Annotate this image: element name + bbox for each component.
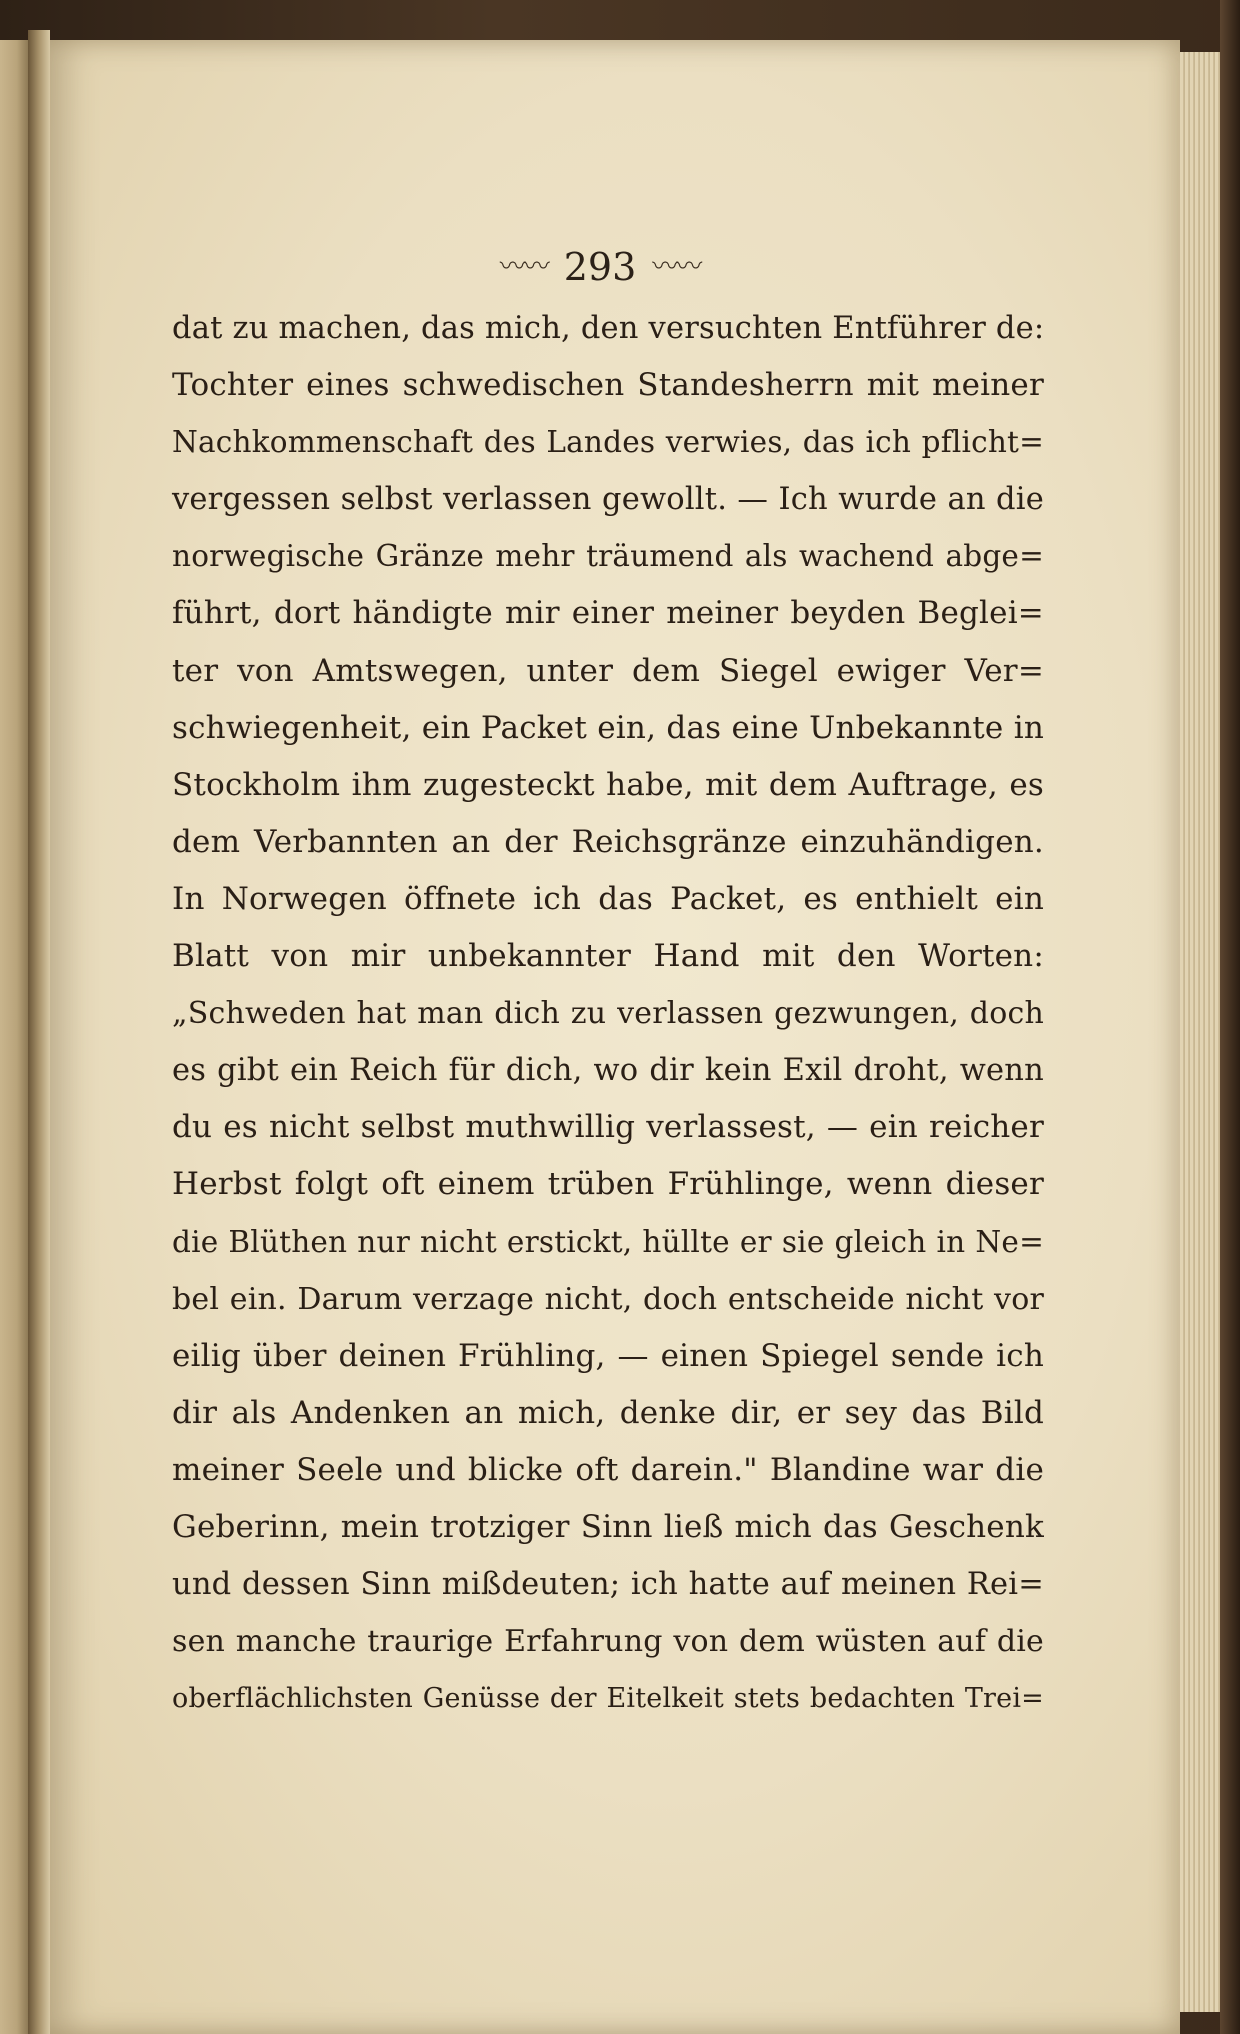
text-line: ter von Amtswegen, unter dem Siegel ewiger Ver=: [172, 652, 1044, 689]
ornament-left: 〰〰: [499, 252, 548, 282]
ornament-right: 〰〰: [652, 252, 701, 282]
text-line: vergessen selbst verlassen gewollt. — Ich wurde an die: [172, 482, 1044, 518]
text-line: schwiegenheit, ein Packet ein, das eine Unbekannte in: [172, 709, 1044, 746]
left-page-edge: [0, 40, 28, 2034]
text-line: Herbst folgt oft einem trüben Frühlinge, wenn dieser: [172, 1166, 1044, 1203]
page-number: 293: [563, 245, 637, 289]
text-line: dem Verbannten an der Reichsgränze einzuhändigen.: [172, 823, 1044, 860]
text-line: Stockholm ihm zugesteckt habe, mit dem Auftrage, es: [172, 766, 1044, 803]
page-edges: [1180, 52, 1220, 2012]
text-line: In Norwegen öffnete ich das Packet, es enthielt ein: [172, 880, 1044, 917]
book-gutter: [28, 30, 50, 2034]
text-line: es gibt ein Reich für dich, wo dir kein Exil droht, wenn: [172, 1053, 1044, 1089]
text-line: führt, dort händigte mir einer meiner beyden Beglei=: [172, 595, 1044, 632]
text-line: eilig über deinen Frühling, — einen Spiegel sende ich: [172, 1337, 1044, 1374]
text-line: Tochter eines schwedischen Standesherrn mit meiner: [172, 367, 1044, 404]
text-line: dat zu machen, das mich, den versuchten Entführer de:: [172, 311, 1045, 346]
page-header: [400, 242, 800, 292]
text-line: norwegische Gränze mehr träumend als wachend abge=: [172, 539, 1044, 574]
text-line: und dessen Sinn mißdeuten; ich hatte auf meinen Rei=: [172, 1567, 1044, 1603]
text-line: dir als Andenken an mich, denke dir, er sey das Bild: [172, 1394, 1044, 1431]
text-line: die Blüthen nur nicht erstickt, hüllte er sie gleich in Ne=: [172, 1224, 1044, 1259]
text-line: meiner Seele und blicke oft darein." Blandine war die: [172, 1451, 1044, 1488]
text-line: bel ein. Darum verzage nicht, doch entscheide nicht vor: [172, 1281, 1044, 1317]
cover-edge: [1220, 0, 1240, 2034]
text-line: Geberinn, mein trotziger Sinn ließ mich das Geschenk: [172, 1508, 1044, 1545]
text-line: oberflächlichsten Genüsse der Eitelkeit stets bedachten Trei=: [172, 1683, 1044, 1715]
text-line: Blatt von mir unbekannter Hand mit den Worten:: [172, 938, 1044, 975]
text-line: Nachkommenschaft des Landes verwies, das ich pflicht=: [172, 425, 1044, 460]
text-line: „Schweden hat man dich zu verlassen gezwungen, doch: [172, 996, 1044, 1032]
text-line: du es nicht selbst muthwillig verlassest, — ein reicher: [172, 1109, 1044, 1146]
text-line: sen manche traurige Erfahrung von dem wüsten auf die: [172, 1624, 1044, 1660]
body-text: [172, 300, 1044, 1727]
